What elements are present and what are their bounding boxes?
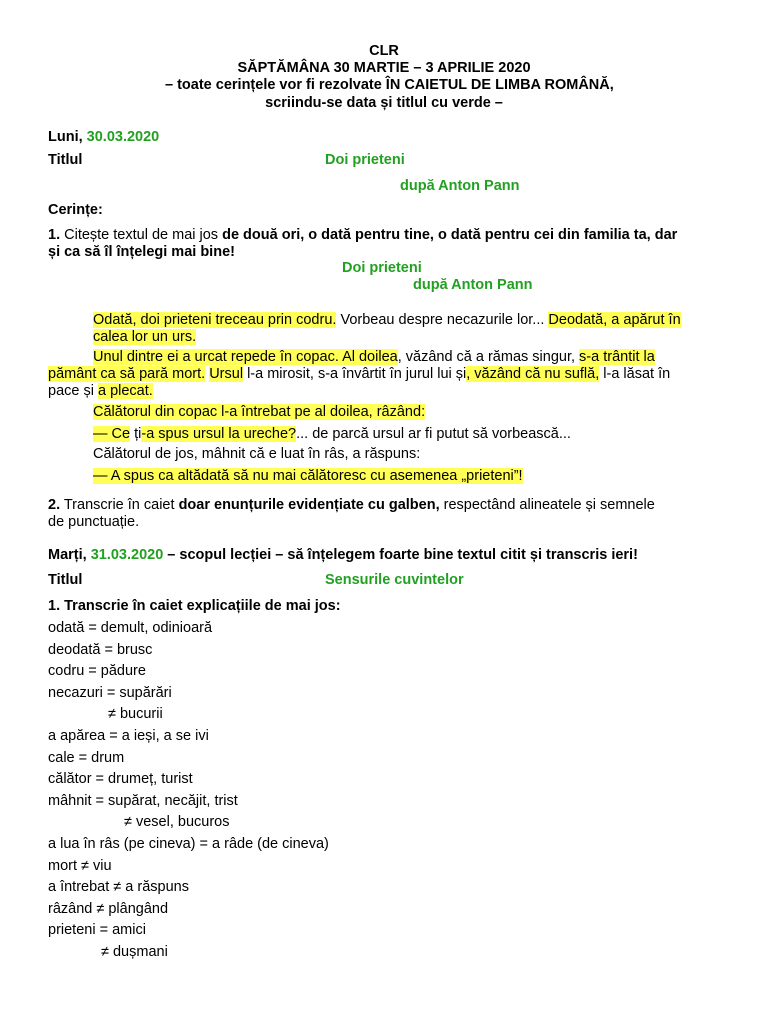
- p2-highlight-1: Unul dintre ei a urcat repede în copac. Al doilea: [93, 349, 398, 365]
- monday-title: Doi prieteni: [325, 152, 405, 168]
- p3-highlight: Călătorul din copac l-a întrebat pe al doilea, râzând:: [93, 404, 426, 420]
- p2-line3: [48, 382, 153, 400]
- monday-day: Luni,: [48, 129, 87, 145]
- task2-line2: de punctuație.: [48, 514, 140, 530]
- p4-text-2: ... de parcă ursul ar fi putut să vorbească...: [296, 426, 571, 442]
- p1-line1: [93, 311, 681, 329]
- p4-highlight-1: — Ce: [93, 426, 131, 442]
- tuesday-date: 31.03.2020: [90, 547, 164, 563]
- monday-author: după Anton Pann: [400, 178, 520, 194]
- task2-text-c: respectând alineatele și semnele: [439, 497, 655, 513]
- monday-date: 30.03.2020: [86, 129, 160, 145]
- p2-text-3: l-a mirosit, s-a învârtit în jurul lui și: [243, 366, 467, 382]
- vocab-item: ≠ bucurii: [108, 706, 163, 722]
- header-instructions: – toate cerințele vor fi rezolvate ÎN CAIETUL DE LIMBA ROMÂNĂ,: [165, 77, 614, 93]
- p2-line2: [48, 365, 670, 383]
- p1-text-1: Vorbeau despre necazurile lor...: [336, 312, 549, 328]
- vocab-item: mâhnit = supărat, necăjit, trist: [48, 793, 238, 809]
- requirements-label: Cerințe:: [48, 202, 103, 218]
- vocab-item: ≠ vesel, bucuros: [124, 814, 230, 830]
- monday-title-label: Titlul: [48, 152, 83, 168]
- vocab-item: odată = demult, odinioară: [48, 620, 213, 636]
- monday-date-line: [48, 128, 159, 146]
- tuesday-title-label: Titlul: [48, 572, 83, 588]
- story-author: după Anton Pann: [413, 277, 533, 293]
- task1-text-b: de două ori, o dată pentru tine, o dată pentru cei din familia ta, dar: [222, 227, 678, 243]
- p2-highlight-5: a plecat.: [97, 383, 153, 399]
- task2-line1: [48, 496, 655, 514]
- p4-highlight-2: -a spus ursul la ureche?: [141, 426, 297, 442]
- p4-line: [93, 425, 571, 443]
- p2-text-5: pace și: [48, 383, 98, 399]
- vocab-item: prieteni = amici: [48, 922, 146, 938]
- p5-line: Călătorul de jos, mâhnit că e luat în râs, a răspuns:: [93, 446, 421, 462]
- tuesday-task1: 1. Transcrie în caiet explicațiile de mai jos:: [48, 598, 341, 614]
- tuesday-purpose: – scopul lecției – să înțelegem foarte bine textul citit și transcris ieri!: [163, 547, 638, 563]
- story-title: Doi prieteni: [342, 260, 422, 276]
- task1-line2: și ca să îl înțelegi mai bine!: [48, 244, 235, 260]
- vocab-item: a întrebat ≠ a răspuns: [48, 879, 189, 895]
- header-week: SĂPTĂMÂNA 30 MARTIE – 3 APRILIE 2020: [237, 60, 531, 76]
- task2-number: 2.: [48, 497, 61, 513]
- p3-line: [93, 403, 425, 421]
- p1-highlight-2a: Deodată, a apărut în: [548, 312, 681, 328]
- p2-highlight-2b: pământ ca să pară mort.: [48, 366, 206, 382]
- p2-highlight-2a: s-a trântit la: [579, 349, 655, 365]
- p2-highlight-3: Ursul: [209, 366, 244, 382]
- vocab-item: necazuri = supărări: [48, 685, 172, 701]
- p2-highlight-4: , văzând că nu suflă,: [466, 366, 600, 382]
- p2-text-1: , văzând că a rămas singur,: [397, 349, 580, 365]
- header-instructions-cont: scriindu-se data și titlul cu verde –: [265, 95, 503, 111]
- vocab-item: deodată = brusc: [48, 642, 153, 658]
- task1-text-a: Citește textul de mai jos: [60, 227, 223, 243]
- p1-highlight-2b: calea lor un urs.: [93, 329, 197, 345]
- tuesday-day: Marți,: [48, 547, 91, 563]
- vocab-item: mort ≠ viu: [48, 858, 112, 874]
- p1-highlight-1: Odată, doi prieteni treceau prin codru.: [93, 312, 337, 328]
- p2-text-4: l-a lăsat în: [599, 366, 671, 382]
- header-clr: CLR: [369, 43, 399, 59]
- vocab-item: cale = drum: [48, 750, 125, 766]
- p4-text-1: ți: [130, 426, 142, 442]
- vocab-item: codru = pădure: [48, 663, 146, 679]
- task1-line1: [48, 226, 677, 244]
- vocab-item: călător = drumeț, turist: [48, 771, 193, 787]
- tuesday-title: Sensurile cuvintelor: [325, 572, 464, 588]
- vocab-item: a apărea = a ieși, a se ivi: [48, 728, 209, 744]
- tuesday-date-line: [48, 546, 638, 564]
- vocab-item: ≠ dușmani: [101, 944, 168, 960]
- vocab-item: a lua în râs (pe cineva) = a râde (de cineva): [48, 836, 329, 852]
- p6-line: [93, 467, 523, 485]
- p1-line2: [93, 328, 196, 346]
- task1-number: 1.: [48, 227, 61, 243]
- p6-highlight: — A spus ca altădată să nu mai călătoresc cu asemenea „prieteni”!: [93, 468, 523, 484]
- task2-text-a: Transcrie în caiet: [60, 497, 179, 513]
- task2-text-b: doar enunțurile evidențiate cu galben,: [178, 497, 440, 513]
- p2-line1: [93, 348, 655, 366]
- vocab-item: râzând ≠ plângând: [48, 901, 169, 917]
